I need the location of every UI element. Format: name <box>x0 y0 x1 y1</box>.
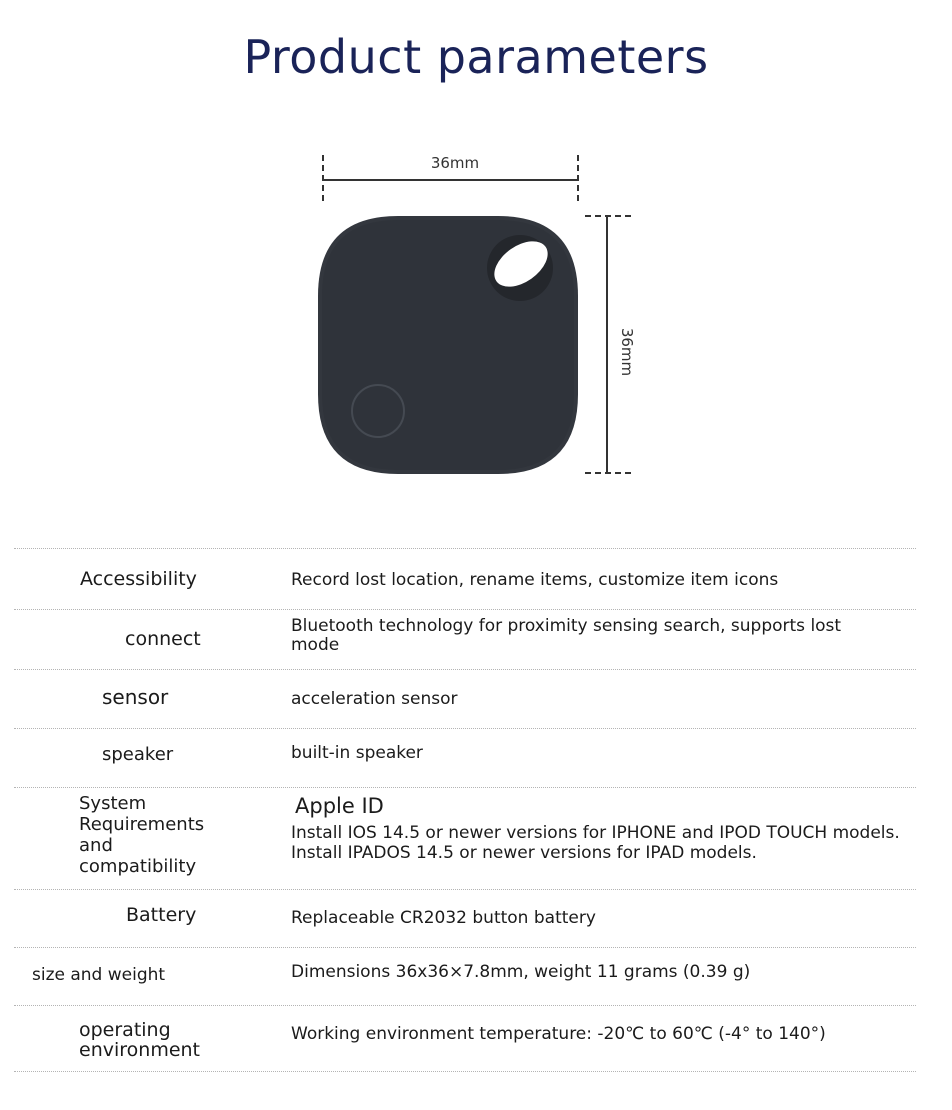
spec-row <box>14 548 916 609</box>
page-title: Product parameters <box>243 30 709 84</box>
spec-label: size and weight <box>32 965 166 985</box>
spec-row <box>14 787 916 889</box>
spec-row <box>14 889 916 947</box>
spec-value: Bluetooth technology for proximity sensing search, supports lost mode <box>291 616 842 655</box>
spec-row <box>14 947 916 1005</box>
spec-label: System Requirements and compatibility <box>79 793 205 877</box>
spec-value: built-in speaker <box>291 743 423 763</box>
spec-label: sensor <box>102 685 169 709</box>
spec-label: operating environment <box>79 1019 201 1061</box>
spec-value-text: Install IOS 14.5 or newer versions for IPHONE and IPOD TOUCH models. Install IPADOS 14.5 or newer versions for IPAD models. <box>291 823 900 863</box>
spec-label: Accessibility <box>80 568 197 590</box>
spec-value <box>291 794 901 863</box>
spec-value: acceleration sensor <box>291 689 458 709</box>
spec-value: Record lost location, rename items, customize item icons <box>291 570 779 590</box>
spec-row <box>14 609 916 669</box>
height-label: 36mm <box>618 327 636 377</box>
spec-value: Dimensions 36x36×7.8mm, weight 11 grams (0.39 g) <box>291 962 751 982</box>
spec-value-title: Apple ID <box>295 794 384 818</box>
tracker-device <box>318 216 578 474</box>
spec-table <box>14 548 916 1072</box>
spec-row <box>14 669 916 728</box>
spec-label: connect <box>125 628 201 650</box>
spec-label: Battery <box>126 904 197 926</box>
width-label: 36mm <box>430 154 480 172</box>
spec-value: Replaceable CR2032 button battery <box>291 908 596 928</box>
spec-row <box>14 728 916 787</box>
spec-label: speaker <box>102 744 174 765</box>
product-dimension-diagram <box>0 0 952 520</box>
spec-value: Working environment temperature: -20℃ to 60℃ (-4° to 140°) <box>291 1024 826 1044</box>
spec-row <box>14 1005 916 1072</box>
